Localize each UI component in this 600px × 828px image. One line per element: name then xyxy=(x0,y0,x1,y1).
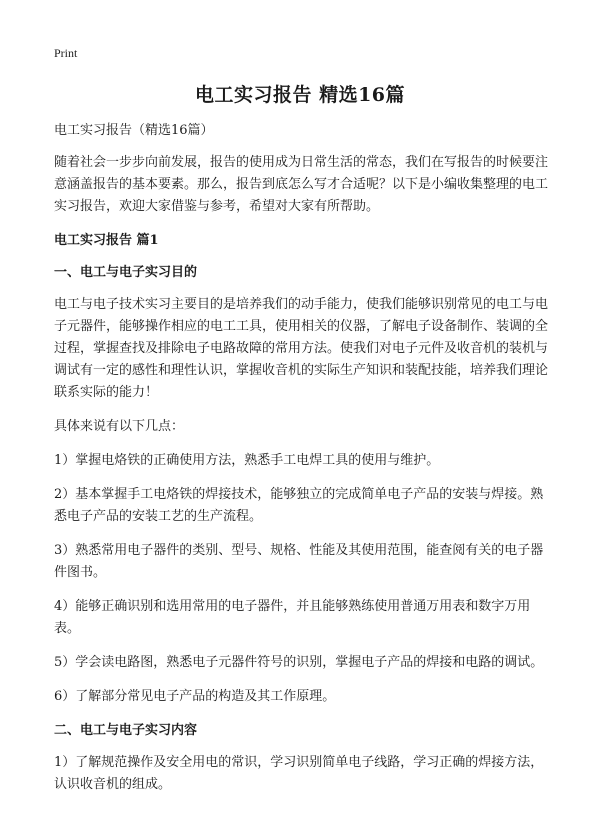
section-heading-content: 二、电工与电子实习内容 xyxy=(54,723,198,738)
list-item: 3）熟悉常用电子器件的类别、型号、规格、性能及其使用范围，能查阅有关的电子器件图书。 xyxy=(54,543,544,580)
list-item: 2）基本掌握手工电烙铁的焊接技术，能够独立的完成简单电子产品的安装与焊接。熟悉电子产品的安装工艺的生产流程。 xyxy=(54,487,544,524)
article-heading: 电工实习报告 篇1 xyxy=(54,233,159,248)
print-link[interactable]: Print xyxy=(54,46,78,60)
list-item: 6）了解部分常见电子产品的构造及其工作原理。 xyxy=(54,689,336,704)
intro-paragraph: 随着社会一步步向前发展，报告的使用成为日常生活的常态，我们在写报告的时候要注意涵盖报告的基本要素。那么，报告到底怎么写才合适呢？以下是小编收集整理的电工实习报告，欢迎大家借鉴与参考，希望对大家有所帮助。 xyxy=(54,155,549,214)
list-item: 5）学会读电路图，熟悉电子元器件符号的识别，掌握电子产品的焊接和电路的调试。 xyxy=(54,655,544,670)
page-title: 电工实习报告 精选16篇 xyxy=(194,84,406,106)
list-item: 1）了解规范操作及安全用电的常识，学习识别简单电子线路，学习正确的焊接方法，认识收音机的组成。 xyxy=(54,755,544,792)
document-subtitle: 电工实习报告（精选16篇） xyxy=(54,123,214,138)
document-body xyxy=(54,120,552,808)
purpose-lead: 具体来说有以下几点： xyxy=(54,419,185,434)
list-item: 1）掌握电烙铁的正确使用方法，熟悉手工电焊工具的使用与维护。 xyxy=(54,453,440,468)
purpose-paragraph: 电工与电子技术实习主要目的是培养我们的动手能力，使我们能够识别常见的电工与电子元器件，能够操作相应的电工工具，使用相关的仪器，了解电子设备制作、装调的全过程，掌握查找及排除电子电路故障的常用方法。使我们对电子元件及收音机的装机与调试有一定的感性和理性认识，掌握收音机的实际生产知识和装配技能，培养我们理论联系实际的能力！ xyxy=(54,297,549,400)
list-item: 4）能够正确识别和选用常用的电子器件，并且能够熟练使用普通万用表和数字万用表。 xyxy=(54,599,531,636)
section-heading-purpose: 一、电工与电子实习目的 xyxy=(54,265,198,280)
